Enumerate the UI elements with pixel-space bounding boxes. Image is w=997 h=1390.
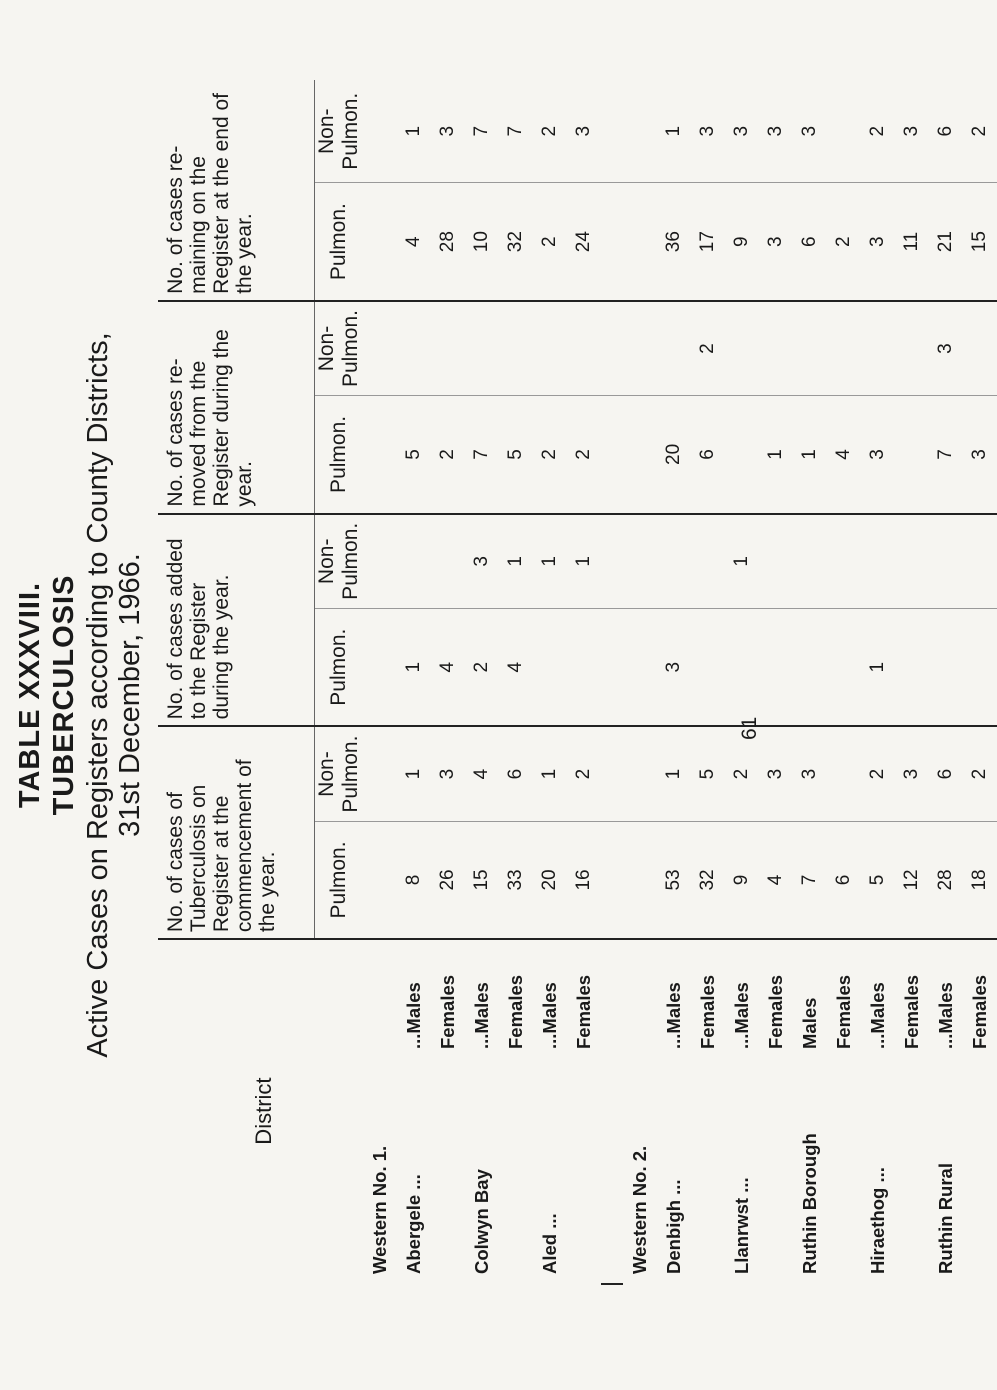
header-added: No. of cases added to the Register during the year. (158, 514, 315, 727)
subheader-non-pulmon: Non-Pulmon. (315, 726, 364, 821)
tuberculosis-table (158, 80, 997, 1285)
value-cell: 3 (861, 183, 895, 301)
district-name: Abergele ... (403, 1174, 424, 1274)
value-cell (725, 396, 759, 514)
value-cell: 3 (657, 609, 691, 727)
district-cell (895, 939, 929, 1284)
sex-label: Females (833, 974, 854, 1049)
value-cell: 3 (465, 514, 499, 609)
value-cell: 16 (567, 821, 601, 939)
value-cell: 12 (895, 821, 929, 939)
value-cell: 2 (963, 80, 997, 183)
district-header: District (251, 1077, 276, 1145)
subheader-pulmon: Pulmon. (315, 821, 364, 939)
value-cell: 7 (793, 821, 827, 939)
value-cell: 32 (499, 183, 533, 301)
value-cell: 32 (691, 821, 725, 939)
sex-label: ...Males (867, 982, 888, 1049)
value-cell: 2 (431, 396, 465, 514)
header-start-of-year: No. of cases of Tuberculosis on Register at the commencement of the year. (158, 726, 315, 939)
value-cell: 4 (759, 821, 793, 939)
value-cell: 7 (929, 396, 963, 514)
table-row (657, 80, 691, 1284)
subheader-pulmon: Pulmon. (315, 609, 364, 727)
value-cell: 1 (657, 726, 691, 821)
section-heading: Western No. 1. (369, 1145, 390, 1274)
value-cell: 1 (725, 514, 759, 609)
page-number: 61 (738, 716, 761, 740)
table-row (465, 80, 499, 1284)
value-cell: 2 (691, 301, 725, 396)
value-cell: 5 (691, 726, 725, 821)
value-cell: 1 (397, 609, 431, 727)
value-cell: 3 (895, 80, 929, 183)
empty-cell (363, 396, 397, 514)
district-cell (533, 939, 567, 1284)
table-row (533, 80, 567, 1284)
table-caption: Active Cases on Registers according to County Districts, (82, 332, 114, 1058)
district-name: Aled ... (539, 1213, 560, 1274)
value-cell: 6 (793, 183, 827, 301)
value-cell (759, 609, 793, 727)
district-name: Colwyn Bay (471, 1169, 492, 1274)
value-cell: 2 (861, 80, 895, 183)
sex-label: Females (437, 974, 458, 1049)
value-cell (567, 301, 601, 396)
value-cell: 2 (567, 726, 601, 821)
value-cell (533, 609, 567, 727)
table-row (963, 80, 997, 1284)
sex-label: Females (901, 974, 922, 1049)
empty-cell (623, 514, 657, 609)
table-row (861, 80, 895, 1284)
table-row (567, 80, 601, 1284)
value-cell: 6 (827, 821, 861, 939)
table-row (793, 80, 827, 1284)
district-cell (499, 939, 533, 1284)
district-cell (861, 939, 895, 1284)
empty-cell (623, 726, 657, 821)
value-cell: 1 (567, 514, 601, 609)
sex-label: Males (799, 997, 820, 1049)
district-cell (567, 939, 601, 1284)
value-cell: 2 (827, 183, 861, 301)
value-cell (657, 514, 691, 609)
value-cell (725, 301, 759, 396)
value-cell (431, 301, 465, 396)
district-cell (963, 939, 997, 1284)
value-cell: 4 (431, 609, 465, 727)
value-cell (895, 301, 929, 396)
value-cell: 2 (533, 80, 567, 183)
value-cell: 20 (533, 821, 567, 939)
section-row (363, 80, 397, 1284)
empty-cell (623, 821, 657, 939)
value-cell (929, 514, 963, 609)
value-cell: 3 (793, 726, 827, 821)
value-cell (861, 301, 895, 396)
value-cell: 36 (657, 183, 691, 301)
value-cell: 1 (533, 726, 567, 821)
value-cell: 6 (929, 80, 963, 183)
value-cell (929, 609, 963, 727)
value-cell: 3 (759, 183, 793, 301)
value-cell: 3 (431, 726, 465, 821)
value-cell: 3 (725, 80, 759, 183)
value-cell: 7 (465, 80, 499, 183)
value-cell: 11 (895, 183, 929, 301)
value-cell: 33 (499, 821, 533, 939)
table-subject: TUBERCULOSIS (48, 574, 80, 816)
value-cell (657, 301, 691, 396)
section-row (623, 80, 657, 1284)
value-cell: 4 (465, 726, 499, 821)
table-row (691, 80, 725, 1284)
value-cell: 1 (759, 396, 793, 514)
value-cell (793, 301, 827, 396)
district-cell (691, 939, 725, 1284)
value-cell (895, 396, 929, 514)
value-cell (895, 609, 929, 727)
value-cell: 4 (499, 609, 533, 727)
value-cell: 2 (465, 609, 499, 727)
section-cell (363, 939, 397, 1284)
value-cell: 7 (499, 80, 533, 183)
table-row (895, 80, 929, 1284)
value-cell: 21 (929, 183, 963, 301)
value-cell: 8 (397, 821, 431, 939)
value-cell: 6 (691, 396, 725, 514)
sex-label: ...Males (403, 982, 424, 1049)
district-name: Ruthin Rural (935, 1163, 956, 1274)
empty-cell (623, 301, 657, 396)
subheader-non-pulmon: Non-Pulmon. (315, 301, 364, 396)
table-row (929, 80, 963, 1284)
value-cell (759, 301, 793, 396)
value-cell: 3 (793, 80, 827, 183)
value-cell: 3 (567, 80, 601, 183)
value-cell (533, 301, 567, 396)
sex-label: ...Males (935, 982, 956, 1049)
sex-label: ...Males (663, 982, 684, 1049)
value-cell: 3 (691, 80, 725, 183)
empty-cell (623, 183, 657, 301)
value-cell: 1 (657, 80, 691, 183)
header-removed: No. of cases re-moved from the Register during the year. (158, 301, 315, 514)
table-row (827, 80, 861, 1284)
table-row (499, 80, 533, 1284)
value-cell: 3 (431, 80, 465, 183)
value-cell: 2 (725, 726, 759, 821)
empty-cell (623, 609, 657, 727)
empty-cell (363, 609, 397, 727)
sex-label: Females (697, 974, 718, 1049)
value-cell: 5 (397, 396, 431, 514)
value-cell: 3 (963, 396, 997, 514)
value-cell: 1 (533, 514, 567, 609)
value-cell (793, 514, 827, 609)
value-cell (431, 514, 465, 609)
value-cell (725, 609, 759, 727)
empty-cell (363, 80, 397, 183)
empty-cell (623, 80, 657, 183)
value-cell: 18 (963, 821, 997, 939)
district-name: Llanrwst ... (731, 1177, 752, 1274)
value-cell: 4 (827, 396, 861, 514)
value-cell (691, 609, 725, 727)
sex-label: Females (573, 974, 594, 1049)
value-cell: 26 (431, 821, 465, 939)
sex-label: Females (505, 974, 526, 1049)
value-cell: 3 (861, 396, 895, 514)
value-cell (963, 301, 997, 396)
value-cell (827, 726, 861, 821)
value-cell (963, 514, 997, 609)
table-row (759, 80, 793, 1284)
value-cell: 9 (725, 183, 759, 301)
value-cell: 2 (567, 396, 601, 514)
value-cell (827, 514, 861, 609)
value-cell (827, 609, 861, 727)
value-cell: 28 (929, 821, 963, 939)
subheader-pulmon: Pulmon. (315, 183, 364, 301)
district-cell (929, 939, 963, 1284)
district-name: Denbigh ... (663, 1179, 684, 1274)
district-cell (759, 939, 793, 1284)
value-cell (827, 80, 861, 183)
value-cell: 10 (465, 183, 499, 301)
value-cell: 7 (465, 396, 499, 514)
district-cell (465, 939, 499, 1284)
value-cell (567, 609, 601, 727)
value-cell (397, 301, 431, 396)
value-cell: 1 (499, 514, 533, 609)
value-cell (793, 609, 827, 727)
sex-label: ...Males (539, 982, 560, 1049)
value-cell (827, 301, 861, 396)
district-cell (725, 939, 759, 1284)
value-cell (963, 609, 997, 727)
section-cell (623, 939, 657, 1284)
sex-label: ...Males (471, 982, 492, 1049)
district-cell (657, 939, 691, 1284)
value-cell: 2 (533, 396, 567, 514)
district-cell (397, 939, 431, 1284)
subheader-non-pulmon: Non-Pulmon. (315, 514, 364, 609)
value-cell (397, 514, 431, 609)
table-body (363, 80, 997, 1284)
value-cell (895, 514, 929, 609)
value-cell: 15 (963, 183, 997, 301)
value-cell: 3 (929, 301, 963, 396)
empty-cell (363, 821, 397, 939)
value-cell (465, 301, 499, 396)
table-date: 31st December, 1966. (114, 553, 146, 837)
header-remaining: No. of cases re-maining on the Register at the end of the year. (158, 80, 315, 301)
value-cell: 2 (963, 726, 997, 821)
value-cell: 9 (725, 821, 759, 939)
value-cell: 6 (929, 726, 963, 821)
value-cell: 3 (895, 726, 929, 821)
value-cell: 6 (499, 726, 533, 821)
district-cell (431, 939, 465, 1284)
value-cell: 5 (499, 396, 533, 514)
value-cell: 1 (861, 609, 895, 727)
table-row (431, 80, 465, 1284)
value-cell: 20 (657, 396, 691, 514)
value-cell (759, 514, 793, 609)
district-cell (827, 939, 861, 1284)
district-name: Hiraethog ... (867, 1167, 888, 1274)
value-cell: 5 (861, 821, 895, 939)
subheader-pulmon: Pulmon. (315, 396, 364, 514)
value-cell: 24 (567, 183, 601, 301)
value-cell: 3 (759, 726, 793, 821)
empty-cell (363, 726, 397, 821)
sex-label: ...Males (731, 982, 752, 1049)
value-cell: 28 (431, 183, 465, 301)
empty-cell (363, 514, 397, 609)
value-cell: 1 (397, 80, 431, 183)
empty-cell (623, 396, 657, 514)
value-cell: 53 (657, 821, 691, 939)
empty-cell (363, 301, 397, 396)
value-cell: 4 (397, 183, 431, 301)
sex-label: Females (765, 974, 786, 1049)
section-spacer (601, 80, 623, 1284)
value-cell: 1 (793, 396, 827, 514)
value-cell: 17 (691, 183, 725, 301)
sex-label: Females (969, 974, 990, 1049)
value-cell: 15 (465, 821, 499, 939)
value-cell: 1 (397, 726, 431, 821)
table-row (397, 80, 431, 1284)
district-cell (793, 939, 827, 1284)
subheader-non-pulmon: Non-Pulmon. (315, 80, 364, 183)
value-cell: 3 (759, 80, 793, 183)
table-number: TABLE XXXVIII. (14, 581, 46, 809)
value-cell: 2 (861, 726, 895, 821)
value-cell: 2 (533, 183, 567, 301)
district-name: Ruthin Borough (799, 1133, 820, 1274)
value-cell (499, 301, 533, 396)
table-row (725, 80, 759, 1284)
empty-cell (363, 183, 397, 301)
section-heading: Western No. 2. (629, 1145, 650, 1274)
value-cell (861, 514, 895, 609)
value-cell (691, 514, 725, 609)
